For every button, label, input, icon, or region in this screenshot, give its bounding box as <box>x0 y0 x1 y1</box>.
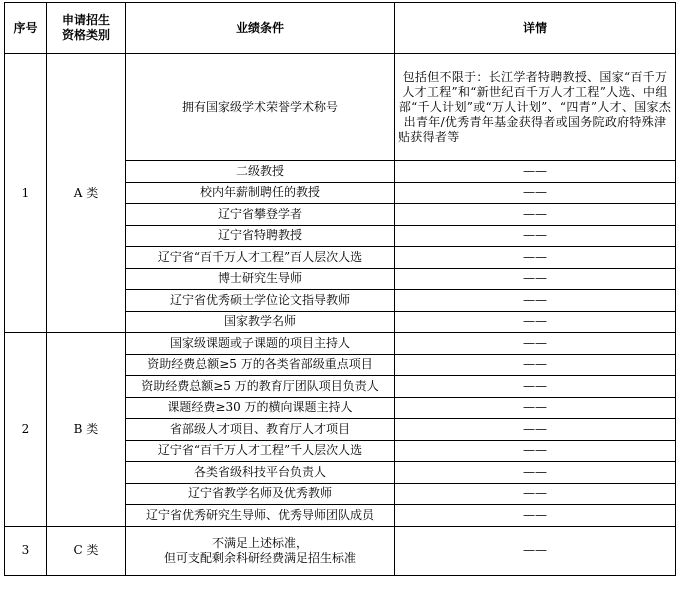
criteria-cell: 各类省级科技平台负责人 <box>126 462 395 484</box>
criteria-cell: 二级教授 <box>126 161 395 183</box>
table-row <box>5 54 676 161</box>
detail-cell: —— <box>395 268 676 290</box>
header-row <box>5 3 676 54</box>
group-c-no: 3 <box>5 526 47 575</box>
detail-cell: —— <box>395 440 676 462</box>
group-b-category: B 类 <box>47 333 126 527</box>
detail-cell: —— <box>395 526 676 575</box>
criteria-cell: 辽宁省“百千万人才工程”千人层次人选 <box>126 440 395 462</box>
detail-cell: —— <box>395 247 676 269</box>
group-c-category: C 类 <box>47 526 126 575</box>
criteria-cell: 校内年薪制聘任的教授 <box>126 182 395 204</box>
detail-cell: —— <box>395 311 676 333</box>
detail-cell: —— <box>395 290 676 312</box>
header-detail: 详情 <box>395 3 676 54</box>
criteria-cell: 辽宁省攀登学者 <box>126 204 395 226</box>
detail-cell: —— <box>395 419 676 441</box>
criteria-cell: 国家教学名师 <box>126 311 395 333</box>
criteria-cell: 省部级人才项目、教育厅人才项目 <box>126 419 395 441</box>
criteria-cell: 辽宁省“百千万人才工程”百人层次人选 <box>126 247 395 269</box>
group-a-category: A 类 <box>47 54 126 333</box>
criteria-cell: 辽宁省优秀硕士学位论文指导教师 <box>126 290 395 312</box>
criteria-cell: 辽宁省教学名师及优秀教师 <box>126 483 395 505</box>
table-row <box>5 333 676 355</box>
header-no: 序号 <box>5 3 47 54</box>
criteria-cell: 博士研究生导师 <box>126 268 395 290</box>
detail-cell: 包括但不限于：长江学者特聘教授、国家“百千万人才工程”和“新世纪百千万人才工程”人选、中组部“千人计划”或“万人计划”、“四青”人才、国家杰出青年/优秀青年基金获得者或国务院政府特殊津贴获得者等 <box>395 54 676 161</box>
criteria-cell: 课题经费≥30 万的横向课题主持人 <box>126 397 395 419</box>
criteria-cell: 国家级课题或子课题的项目主持人 <box>126 333 395 355</box>
table-row <box>5 526 676 575</box>
criteria-cell: 辽宁省优秀研究生导师、优秀导师团队成员 <box>126 505 395 527</box>
detail-cell: —— <box>395 462 676 484</box>
criteria-cell: 拥有国家级学术荣誉学术称号 <box>126 54 395 161</box>
detail-cell: —— <box>395 182 676 204</box>
criteria-cell <box>126 526 395 575</box>
detail-cell: —— <box>395 161 676 183</box>
criteria-table <box>4 2 676 576</box>
header-category <box>47 3 126 54</box>
group-a-no: 1 <box>5 54 47 333</box>
group-c-criteria-line1: 不满足上述标准， <box>211 535 308 550</box>
header-category-line2: 资格类别 <box>61 28 110 42</box>
detail-cell: —— <box>395 204 676 226</box>
header-criteria: 业绩条件 <box>126 3 395 54</box>
detail-cell: —— <box>395 505 676 527</box>
detail-cell: —— <box>395 376 676 398</box>
group-c-criteria-line2: 但可支配剩余科研经费满足招生标准 <box>163 550 356 565</box>
detail-cell: —— <box>395 354 676 376</box>
criteria-cell: 资助经费总额≥5 万的教育厅团队项目负责人 <box>126 376 395 398</box>
detail-cell: —— <box>395 333 676 355</box>
detail-cell: —— <box>395 483 676 505</box>
detail-cell: —— <box>395 225 676 247</box>
group-b-no: 2 <box>5 333 47 527</box>
criteria-cell: 资助经费总额≥5 万的各类省部级重点项目 <box>126 354 395 376</box>
header-category-line1: 申请招生 <box>61 13 110 27</box>
criteria-cell: 辽宁省特聘教授 <box>126 225 395 247</box>
detail-cell: —— <box>395 397 676 419</box>
